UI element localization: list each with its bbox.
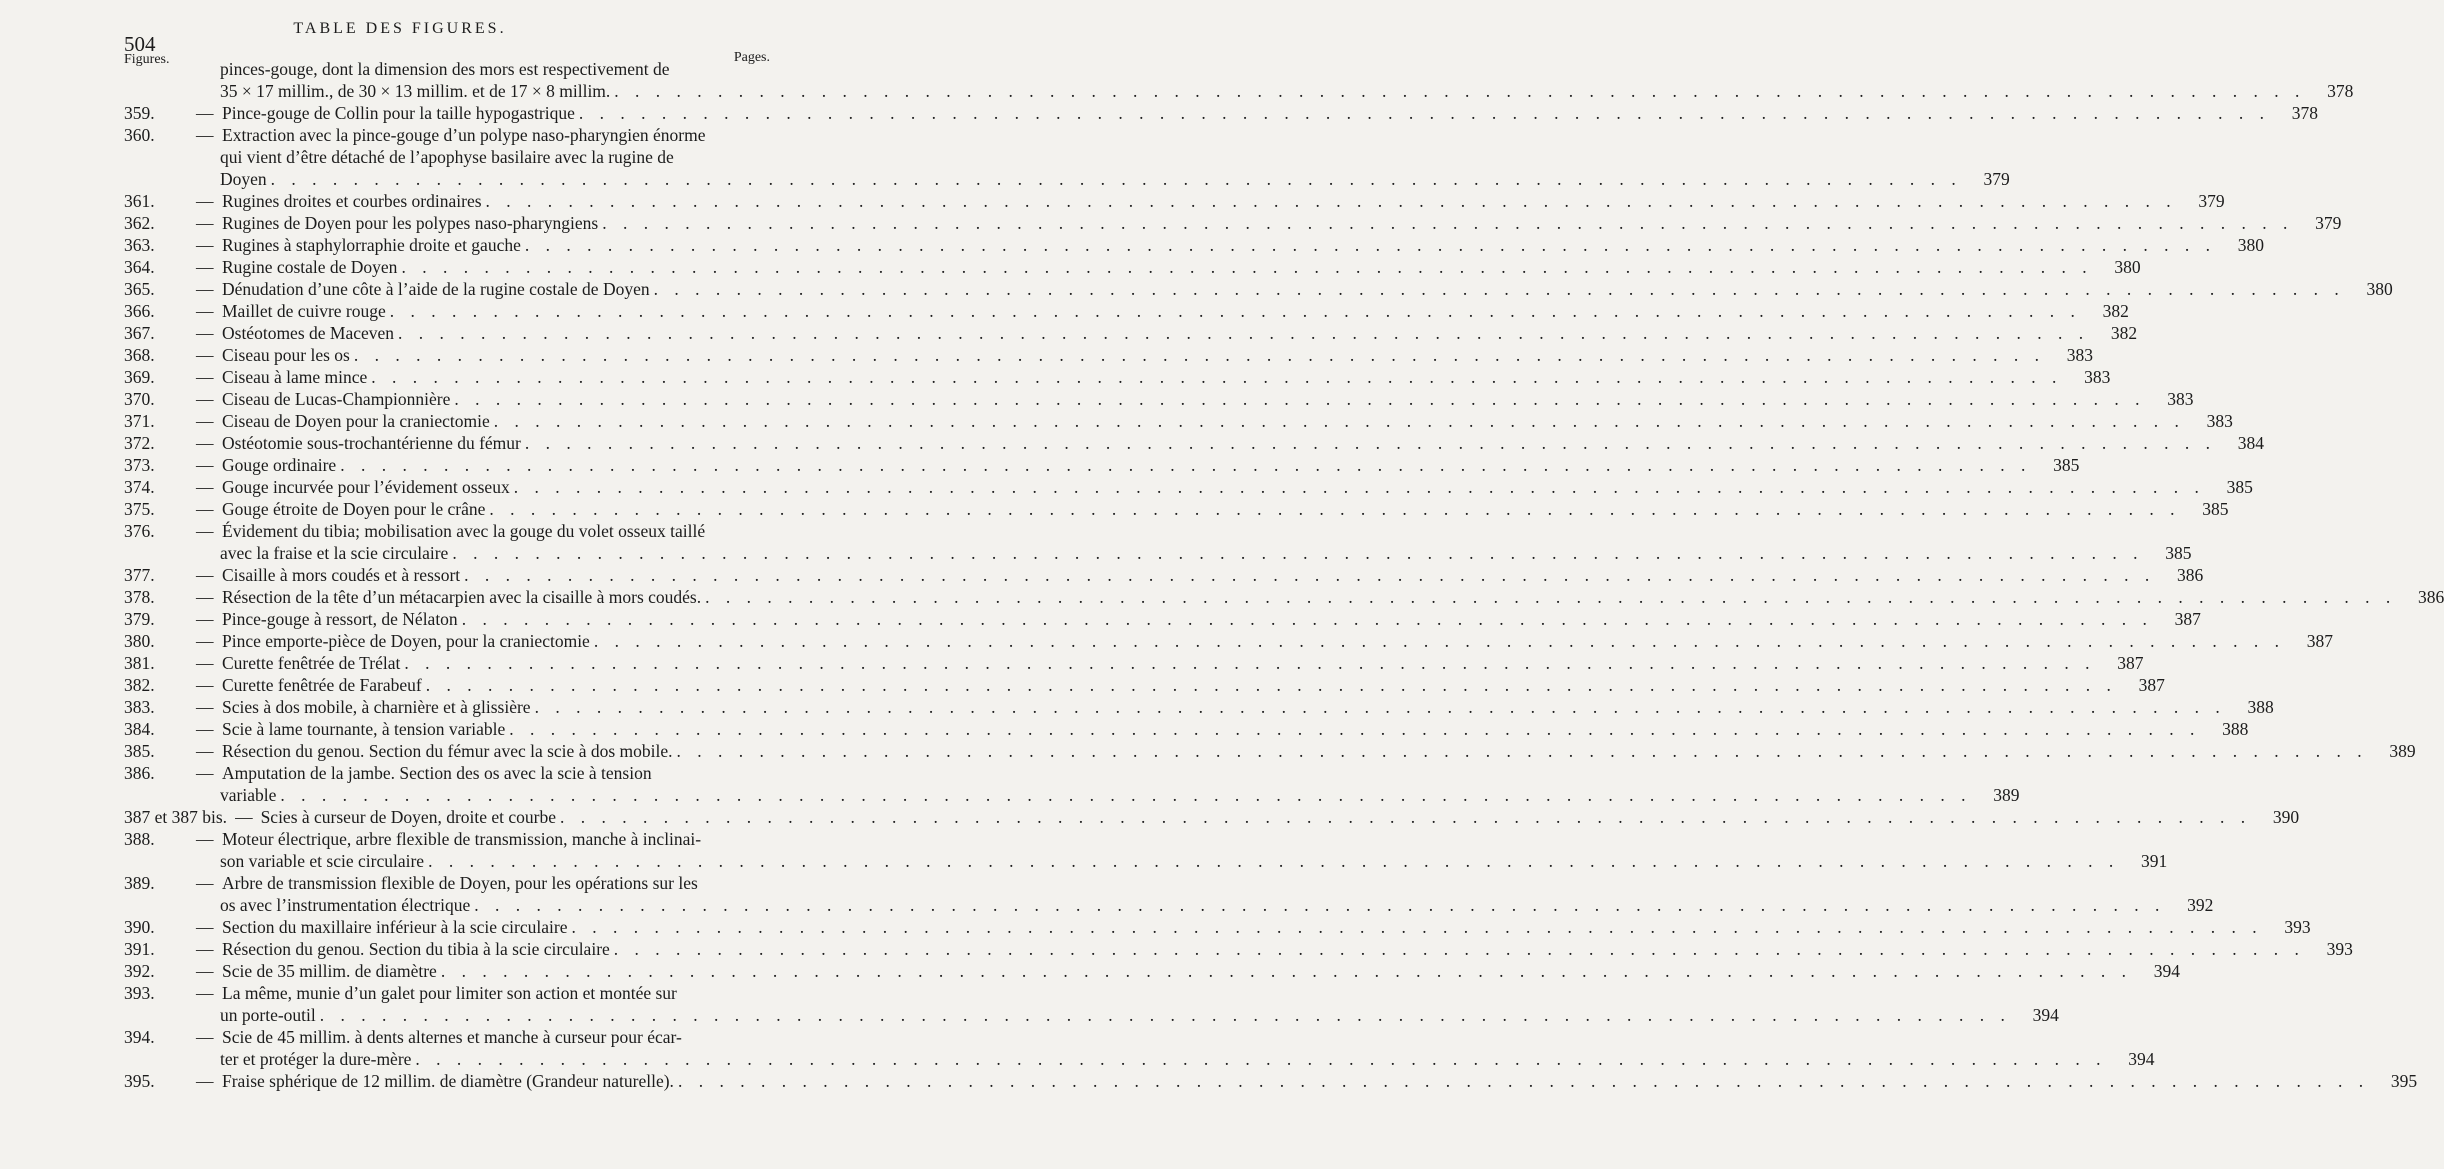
figure-number: 366. — [124, 301, 155, 321]
figure-entry — [124, 212, 2342, 234]
dash-separator: — — [196, 763, 214, 783]
page-ref: 383 — [2066, 345, 2093, 365]
page-ref: 395 — [2390, 1071, 2418, 1091]
entry-line — [124, 410, 2233, 432]
entry-line — [124, 476, 2253, 498]
entry-line — [124, 762, 769, 784]
pages-column-label: Pages. — [733, 50, 770, 65]
figures-column-label: Figures. — [124, 52, 170, 67]
figure-entry — [124, 278, 2393, 300]
dot-leader — [320, 1004, 2011, 1026]
figure-caption: Résection de la tête d’un métacarpien avec la cisaille à mors coudés. — [222, 587, 702, 607]
entry-line — [124, 652, 2144, 674]
figure-number: 384. — [124, 719, 155, 739]
entry-line — [124, 168, 2010, 190]
figure-caption: Rugines à staphylorraphie droite et gauche — [222, 235, 521, 255]
page-ref: 389 — [2389, 741, 2416, 761]
dash-separator: — — [196, 1071, 214, 1091]
entry-line — [124, 322, 2138, 344]
page-ref: 394 — [2032, 1005, 2059, 1025]
figure-caption: Ciseau de Lucas-Championnière — [222, 389, 451, 409]
dash-separator: — — [196, 455, 214, 475]
figure-number: 363. — [124, 235, 155, 255]
dash-separator: — — [196, 983, 214, 1003]
figure-entry — [124, 102, 2318, 124]
figure-entry — [124, 388, 2194, 410]
figure-number: 373. — [124, 455, 155, 475]
figure-caption: Rugines droites et courbes ordinaires — [222, 191, 482, 211]
figure-number: 368. — [124, 345, 155, 365]
figure-caption: Dénudation d’une côte à l’aide de la rugine costale de Doyen — [222, 279, 650, 299]
entry-line — [124, 454, 2080, 476]
figure-number: 375. — [124, 499, 155, 519]
dot-leader — [654, 278, 2345, 300]
entry-line — [124, 1026, 769, 1048]
page-ref: 383 — [2167, 389, 2194, 409]
figure-caption: son variable et scie circulaire — [220, 851, 425, 871]
dot-leader — [404, 652, 2095, 674]
page-ref: 388 — [2247, 697, 2274, 717]
entry-line — [124, 740, 2416, 762]
figure-number: 377. — [124, 565, 155, 585]
figure-number: 370. — [124, 389, 155, 409]
figure-number: 374. — [124, 477, 155, 497]
dash-separator: — — [196, 125, 214, 145]
figure-caption: Rugines de Doyen pour les polypes naso-pharyngiens — [222, 213, 599, 233]
dot-leader — [340, 454, 2031, 476]
page-ref: 387 — [2138, 675, 2165, 695]
figure-entry — [124, 762, 2020, 806]
page-number: 504 — [124, 32, 156, 56]
dot-leader — [428, 850, 2119, 872]
dot-leader — [535, 696, 2226, 718]
figure-number: 359. — [124, 103, 155, 123]
entry-line — [124, 806, 2300, 828]
entry-line — [124, 894, 2214, 916]
figure-number: 385. — [124, 741, 155, 761]
running-title: TABLE DES FIGURES. — [293, 20, 507, 37]
figure-entry — [124, 652, 2144, 674]
dot-leader — [415, 1048, 2106, 1070]
figure-number: 369. — [124, 367, 155, 387]
entry-line — [124, 102, 2318, 124]
figure-number: 371. — [124, 411, 155, 431]
figure-caption: Curette fenêtrée de Trélat — [222, 653, 401, 673]
dash-separator: — — [196, 433, 214, 453]
page-ref: 379 — [1983, 169, 2010, 189]
figure-entry — [124, 190, 2225, 212]
dash-separator: — — [196, 411, 214, 431]
page-ref: 388 — [2222, 719, 2249, 739]
entry-line — [124, 234, 2264, 256]
entry-line — [124, 542, 2192, 564]
dot-leader — [452, 542, 2143, 564]
dot-leader — [462, 608, 2153, 630]
entry-line — [124, 718, 2249, 740]
dash-separator: — — [196, 961, 214, 981]
figure-number: 382. — [124, 675, 155, 695]
page-ref: 391 — [2140, 851, 2168, 871]
figure-caption: avec la fraise et la scie circulaire — [220, 543, 449, 563]
figure-entry — [124, 806, 2300, 828]
dot-leader — [280, 784, 1971, 806]
entry-line: pinces-gouge, dont la dimension des mors est respectivement de — [220, 59, 670, 79]
dash-separator: — — [196, 917, 214, 937]
page-ref: 380 — [2237, 235, 2264, 255]
figure-entry — [124, 872, 2214, 916]
entry-line — [124, 344, 2093, 366]
figure-entry — [124, 718, 2249, 740]
figure-entry — [124, 520, 2192, 564]
figure-number: 364. — [124, 257, 155, 277]
figure-caption: Ostéotomes de Maceven — [222, 323, 395, 343]
dash-separator: — — [196, 719, 214, 739]
page-ref: 385 — [2202, 499, 2229, 519]
entry-line — [124, 608, 2201, 630]
entry-line — [124, 982, 769, 1004]
dot-leader — [464, 564, 2155, 586]
figure-caption: Amputation de la jambe. Section des os avec la scie à tension — [222, 763, 652, 783]
figure-entry — [124, 696, 2274, 718]
dot-leader — [509, 718, 2200, 740]
figure-caption: Pince emporte-pièce de Doyen, pour la craniectomie — [222, 631, 590, 651]
figure-caption: Gouge étroite de Doyen pour le crâne — [222, 499, 486, 519]
dot-leader — [705, 586, 2396, 608]
entry-line — [124, 498, 2229, 520]
dot-leader — [678, 1070, 2369, 1092]
dot-leader — [426, 674, 2117, 696]
entry-line — [124, 938, 2353, 960]
figure-number: 367. — [124, 323, 155, 343]
figure-number: 360. — [124, 125, 155, 145]
figure-caption: Ostéotomie sous-trochantérienne du fémur — [222, 433, 521, 453]
figure-entry — [124, 256, 2141, 278]
figure-entry — [124, 916, 2311, 938]
dot-leader — [525, 432, 2216, 454]
figure-caption: Extraction avec la pince-gouge d’un polype naso-pharyngien énorme — [222, 125, 706, 145]
figure-entry — [124, 828, 2168, 872]
entry-line — [124, 388, 2194, 410]
figure-entry — [124, 476, 2253, 498]
dot-leader — [579, 102, 2270, 124]
entry-line — [124, 828, 769, 850]
dash-separator: — — [235, 807, 253, 827]
page-ref: 385 — [2053, 455, 2080, 475]
figure-entry — [124, 300, 2129, 322]
dash-separator: — — [196, 367, 214, 387]
figure-number: 376. — [124, 521, 155, 541]
page-ref: 383 — [2084, 367, 2111, 387]
entry-line — [124, 1004, 2059, 1026]
entry-line — [124, 872, 769, 894]
figure-number: 362. — [124, 213, 155, 233]
dash-separator: — — [196, 345, 214, 365]
dot-leader — [571, 916, 2262, 938]
page-ref: 382 — [2110, 323, 2138, 343]
figure-caption: os avec l’instrumentation électrique — [220, 895, 471, 915]
entry-line — [124, 432, 2264, 454]
dash-separator: — — [196, 1027, 214, 1047]
entry-line — [124, 630, 2333, 652]
entry-line — [124, 960, 2180, 982]
figure-entry — [124, 564, 2204, 586]
figure-caption: Pince-gouge de Collin pour la taille hypogastrique — [222, 103, 575, 123]
entry-line — [124, 674, 2165, 696]
figure-entry — [124, 454, 2080, 476]
entry-line — [124, 586, 2444, 608]
figure-caption: Ciseau pour les os — [222, 345, 350, 365]
dash-separator: — — [196, 323, 214, 343]
figure-caption: Arbre de transmission flexible de Doyen, pour les opérations sur les — [222, 873, 698, 893]
page-ref: 384 — [2237, 433, 2264, 453]
figure-caption: ter et protéger la dure-mère — [220, 1049, 412, 1069]
figure-number: 379. — [124, 609, 155, 629]
page-ref: 380 — [2114, 257, 2141, 277]
figure-entry — [124, 674, 2165, 696]
figure-number: 378. — [124, 587, 155, 607]
dash-separator: — — [196, 191, 214, 211]
figure-entry — [124, 630, 2333, 652]
figure-caption: Gouge ordinaire — [222, 455, 337, 475]
dash-separator: — — [196, 609, 214, 629]
dash-separator: — — [196, 587, 214, 607]
figure-entry — [124, 234, 2264, 256]
figure-number: 381. — [124, 653, 155, 673]
dash-separator: — — [196, 829, 214, 849]
figure-number: 389. — [124, 873, 155, 893]
dash-separator: — — [196, 499, 214, 519]
page-ref: 383 — [2206, 411, 2233, 431]
figure-entry — [124, 960, 2180, 982]
page-ref: 390 — [2272, 807, 2300, 827]
dash-separator: — — [196, 301, 214, 321]
dot-leader — [489, 498, 2180, 520]
entry-line — [124, 190, 2225, 212]
figure-caption: Moteur électrique, arbre flexible de transmission, manche à inclinai- — [222, 829, 702, 849]
dash-separator: — — [196, 675, 214, 695]
entry-line — [124, 256, 2141, 278]
figure-caption: Scies à curseur de Doyen, droite et courbe — [260, 807, 557, 827]
entry-line — [124, 696, 2274, 718]
figure-entry — [124, 1070, 2418, 1092]
figure-number: 394. — [124, 1027, 155, 1047]
entry-line — [124, 366, 2111, 388]
dot-leader — [525, 234, 2216, 256]
entry-line: 35 × 17 millim., de 30 × 13 millim. et de 17 × 8 millim. . . . 378 — [124, 80, 769, 102]
figure-entry — [124, 740, 2416, 762]
dot-leader — [614, 938, 2305, 960]
page-ref: 382 — [2102, 301, 2129, 321]
figure-number: 372. — [124, 433, 155, 453]
dash-separator: — — [196, 939, 214, 959]
dot-leader — [560, 806, 2251, 828]
figure-entry — [124, 322, 2138, 344]
page-ref: 385 — [2226, 477, 2253, 497]
figure-entry — [124, 586, 2444, 608]
figure-caption: variable — [220, 785, 277, 805]
figure-caption: Rugine costale de Doyen — [222, 257, 398, 277]
figure-entry — [124, 432, 2264, 454]
figure-entry — [124, 124, 2010, 190]
dash-separator: — — [196, 213, 214, 233]
figure-entry — [124, 938, 2353, 960]
dash-separator: — — [196, 521, 214, 541]
figure-caption: Résection du genou. Section du tibia à la scie circulaire — [222, 939, 610, 959]
entry-line — [124, 1070, 2418, 1092]
page-ref: 385 — [2165, 543, 2192, 563]
page-ref: 394 — [2128, 1049, 2155, 1069]
dash-separator: — — [196, 257, 214, 277]
dot-leader — [390, 300, 2081, 322]
page-ref: 387 — [2174, 609, 2201, 629]
figure-entry — [124, 344, 2093, 366]
figure-number: 365. — [124, 279, 155, 299]
figure-caption: un porte-outil — [220, 1005, 316, 1025]
figure-caption: Résection du genou. Section du fémur avec la scie à dos mobile. — [222, 741, 673, 761]
figure-caption: Doyen — [220, 169, 267, 189]
figure-caption: Pince-gouge à ressort, de Nélaton — [222, 609, 458, 629]
figure-entry — [124, 410, 2233, 432]
dot-leader — [271, 168, 1962, 190]
figure-number: 391. — [124, 939, 155, 959]
page-ref: 378 — [2327, 81, 2354, 101]
figure-caption: Scie de 35 millim. de diamètre — [222, 961, 437, 981]
figure-caption: Scie de 45 millim. à dents alternes et manche à curseur pour écar- — [222, 1027, 682, 1047]
figure-caption: qui vient d’être détaché de l’apophyse basilaire avec la rugine de — [220, 147, 674, 167]
figure-caption: La même, munie d’un galet pour limiter son action et montée sur — [222, 983, 677, 1003]
dash-separator: — — [196, 389, 214, 409]
figure-number: 380. — [124, 631, 155, 651]
continuation-entry — [124, 58, 2354, 102]
page-ref: 393 — [2284, 917, 2311, 937]
entry-line — [124, 784, 2020, 806]
dash-separator: — — [196, 477, 214, 497]
dot-leader — [454, 388, 2145, 410]
dash-separator: — — [196, 873, 214, 893]
entry-line — [124, 850, 2168, 872]
dot-leader — [514, 476, 2205, 498]
figure-caption: Cisaille à mors coudés et à ressort — [222, 565, 461, 585]
dot-leader — [677, 740, 2368, 762]
figure-number: 390. — [124, 917, 155, 937]
figure-entry — [124, 366, 2111, 388]
figure-number: 361. — [124, 191, 155, 211]
figure-caption: Évidement du tibia; mobilisation avec la gouge du volet osseux taillé — [222, 521, 706, 541]
figure-caption: Gouge incurvée pour l’évidement osseux — [222, 477, 510, 497]
dot-leader — [401, 256, 2092, 278]
dash-separator: — — [196, 741, 214, 761]
dot-leader — [354, 344, 2045, 366]
figure-caption: Ciseau à lame mince — [222, 367, 368, 387]
figure-number: 386. — [124, 763, 155, 783]
dash-separator: — — [196, 565, 214, 585]
figure-number: 388. — [124, 829, 155, 849]
dot-leader — [594, 630, 2285, 652]
page-ref: 379 — [2315, 213, 2342, 233]
figure-caption: Curette fenêtrée de Farabeuf — [222, 675, 422, 695]
entry-line — [124, 124, 769, 146]
figure-number: 383. — [124, 697, 155, 717]
dot-leader — [494, 410, 2185, 432]
entry-line — [124, 916, 2311, 938]
figure-entry — [124, 608, 2201, 630]
entry-line — [124, 564, 2204, 586]
dash-separator: — — [196, 103, 214, 123]
page-ref: 387 — [2117, 653, 2144, 673]
dot-leader — [602, 212, 2293, 234]
figure-entry — [124, 982, 2059, 1026]
dot-leader — [371, 366, 2062, 388]
figure-list — [124, 58, 2444, 1092]
figure-number: 393. — [124, 983, 155, 1003]
entry-line — [124, 146, 769, 168]
figure-number: 387 et 387 bis. — [124, 807, 228, 827]
dot-leader — [474, 894, 2165, 916]
figure-caption: Section du maxillaire inférieur à la scie circulaire — [222, 917, 568, 937]
page-ref: 380 — [2366, 279, 2393, 299]
dash-separator: — — [196, 631, 214, 651]
dash-separator: — — [196, 235, 214, 255]
entry-line — [124, 520, 769, 542]
page-ref: 387 — [2306, 631, 2333, 651]
page-ref: 393 — [2326, 939, 2353, 959]
figure-number: 392. — [124, 961, 155, 981]
dash-separator: — — [196, 653, 214, 673]
dash-separator: — — [196, 279, 214, 299]
page-ref: 386 — [2417, 587, 2444, 607]
dash-separator: — — [196, 697, 214, 717]
page-ref: 392 — [2187, 895, 2214, 915]
figure-caption: Ciseau de Doyen pour la craniectomie — [222, 411, 490, 431]
figure-caption: Scie à lame tournante, à tension variable — [222, 719, 506, 739]
figure-entry — [124, 1026, 2155, 1070]
figure-caption: Maillet de cuivre rouge — [222, 301, 386, 321]
page-ref: 386 — [2177, 565, 2204, 585]
page-ref: 378 — [2291, 103, 2318, 123]
figure-entry — [124, 498, 2229, 520]
page-ref: 394 — [2153, 961, 2180, 981]
page-ref: 389 — [1993, 785, 2020, 805]
entry-line — [124, 1048, 2155, 1070]
entry-line — [124, 300, 2129, 322]
figure-caption: Scies à dos mobile, à charnière et à glissière — [222, 697, 531, 717]
dot-leader — [441, 960, 2132, 982]
figure-number: 395. — [124, 1071, 155, 1091]
figure-caption: Fraise sphérique de 12 millim. de diamètre (Grandeur naturelle). — [222, 1071, 674, 1091]
dot-leader — [486, 190, 2177, 212]
entry-line — [124, 212, 2342, 234]
entry-line — [124, 278, 2393, 300]
dot-leader — [398, 322, 2089, 344]
page-ref: 379 — [2198, 191, 2225, 211]
